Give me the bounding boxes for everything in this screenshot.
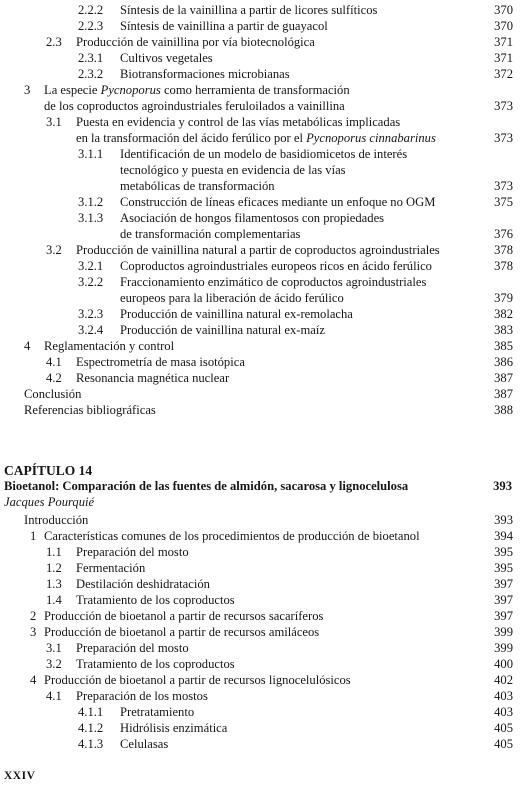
toc-entry-title: Tratamiento de los coproductos	[76, 593, 235, 607]
toc-entry-title: Preparación del mosto	[76, 641, 189, 655]
toc-entry-number: 4	[24, 339, 31, 353]
toc-entry-title: Hidrólisis enzimática	[120, 721, 228, 735]
toc-entry-title: Síntesis de la vainillina a partir de licores sulfíticos	[120, 3, 378, 17]
toc-entry-page: 387	[494, 371, 513, 385]
toc-entry-page: 388	[494, 403, 513, 417]
toc-entry-title: Puesta en evidencia y control de las vías metabólicas implicadas	[76, 115, 401, 129]
toc-entry-title: Espectrometría de masa isotópica	[76, 355, 245, 369]
toc-entry-number: 2.3	[46, 35, 62, 49]
toc-entry-number: 3.2.4	[78, 323, 104, 337]
toc-entry-page: 405	[494, 721, 513, 735]
toc-entry-page: 393	[494, 513, 513, 527]
toc-entry-title: metabólicas de transformación	[120, 179, 275, 193]
toc-entry-title: europeos para la liberación de ácido ferúlico	[120, 291, 344, 305]
toc-entry-title: Producción de bioetanol a partir de recursos amiláceos	[44, 625, 320, 639]
toc-entry-page: 386	[494, 355, 513, 369]
toc-entry-page: 378	[494, 243, 513, 257]
toc-entry-page: 372	[494, 67, 513, 81]
toc-entry-number: 2.2.3	[78, 19, 104, 33]
toc-entry-page: 373	[494, 99, 513, 113]
toc-entry-title: Construcción de líneas eficaces mediante un enfoque no OGM	[120, 195, 436, 209]
toc-entry-page: 402	[494, 673, 513, 687]
toc-entry-page: 394	[494, 529, 513, 543]
toc-entry-number: 3.1	[46, 641, 62, 655]
toc-entry-page: 370	[494, 3, 513, 17]
toc-entry-number: 1.1	[46, 545, 62, 559]
toc-entry-number: 4.1	[46, 689, 62, 703]
toc-entry-page: 373	[494, 131, 513, 145]
toc-entry-title: Coproductos agroindustriales europeos ricos en ácido ferúlico	[120, 259, 432, 273]
toc-entry-number: 3.2.1	[78, 259, 104, 273]
toc-entry-number: 3.2.2	[78, 275, 104, 289]
toc-entry-number: 2.2.2	[78, 3, 104, 17]
toc-entry-number: 3.1	[46, 115, 62, 129]
toc-entry-title: Preparación de los mostos	[76, 689, 208, 703]
toc-entry-page: 395	[494, 545, 513, 559]
toc-entry-number: 4.2	[46, 371, 62, 385]
toc-entry-title: Producción de vainillina natural ex-maíz	[120, 323, 325, 337]
toc-entry-title: Introducción	[24, 513, 89, 527]
toc-entry-page: 371	[494, 35, 513, 49]
toc-entry-title: Referencias bibliográficas	[24, 403, 156, 417]
toc-entry-title: Reglamentación y control	[44, 339, 175, 353]
toc-entry-title: Características comunes de los procedimientos de producción de bioetanol	[44, 529, 420, 543]
chapter-label: CAPÍTULO 14	[4, 463, 93, 478]
toc-entry-title: Producción de vainillina natural a partir de coproductos agroindustriales	[76, 243, 440, 257]
toc-entry-page: 397	[494, 577, 513, 591]
toc-entry-number: 4	[30, 673, 37, 687]
toc-entry-page: 400	[494, 657, 513, 671]
toc-entry-number: 4.1	[46, 355, 62, 369]
toc-entry-title: Producción de bioetanol a partir de recursos sacaríferos	[44, 609, 324, 623]
toc-entry-number: 3	[30, 625, 37, 639]
toc-entry-page: 370	[494, 19, 513, 33]
toc-entry-title: Cultivos vegetales	[120, 51, 213, 65]
toc-entry-title: Síntesis de vainillina a partir de guayacol	[120, 19, 328, 33]
toc-entry-number: 4.1.1	[78, 705, 104, 719]
toc-entry-title: Tratamiento de los coproductos	[76, 657, 235, 671]
toc-entry-number: 1.3	[46, 577, 62, 591]
toc-entry-title: Destilación deshidratación	[76, 577, 210, 591]
chapter-title: Bioetanol: Comparación de las fuentes de almidón, sacarosa y lignocelulosa	[4, 479, 409, 493]
toc-entry-page: 385	[494, 339, 513, 353]
toc-entry-number: 2.3.1	[78, 51, 104, 65]
toc-entry-number: 3.2	[46, 657, 62, 671]
toc-entry-page: 403	[494, 689, 513, 703]
toc-entry-page: 399	[494, 641, 513, 655]
toc-entry-title: Pretratamiento	[120, 705, 195, 719]
toc-entry-title: La especie Pycnoporus como herramienta de transformación	[44, 83, 350, 97]
toc-entry-number: 3.2.3	[78, 307, 104, 321]
toc-entry-number: 2.3.2	[78, 67, 104, 81]
toc-entry-number: 1.2	[46, 561, 62, 575]
chapter-author: Jacques Pourquié	[4, 495, 95, 509]
toc-entry-title: Celulasas	[120, 737, 169, 751]
toc-entry-title: Producción de vainillina por vía biotecnológica	[76, 35, 315, 49]
toc-entry-number: 1.4	[46, 593, 62, 607]
toc-entry-page: 397	[494, 609, 513, 623]
toc-entry-page: 379	[494, 291, 513, 305]
toc-entry-page: 378	[494, 259, 513, 273]
toc-entry-page: 387	[494, 387, 513, 401]
toc-entry-title: Fraccionamiento enzimático de coproductos agroindustriales	[120, 275, 427, 289]
toc-entry-number: 2	[30, 609, 37, 623]
toc-entry-number: 3.1.1	[78, 147, 104, 161]
toc-entry-page: 373	[494, 179, 513, 193]
page-folio: XXIV	[4, 770, 36, 782]
toc-entry-page: 383	[494, 323, 513, 337]
toc-entry-title: Identificación de un modelo de basidiomicetos de interés	[120, 147, 408, 161]
toc-entry-number: 3.1.3	[78, 211, 104, 225]
chapter-title-row[interactable]	[4, 478, 516, 494]
toc-entry-page: 403	[494, 705, 513, 719]
toc-entry-title: Producción de bioetanol a partir de recursos lignocelulósicos	[44, 673, 351, 687]
toc-entry-title: Resonancia magnética nuclear	[76, 371, 230, 385]
toc-entry-page: 376	[494, 227, 513, 241]
toc-entry-title: Conclusión	[24, 387, 82, 401]
toc-entry-page: 371	[494, 51, 513, 65]
toc-entry-page: 375	[494, 195, 513, 209]
toc-entry-page: 399	[494, 625, 513, 639]
toc-entry-number: 3	[24, 83, 31, 97]
chapter-title-page: 393	[493, 479, 512, 493]
toc-entry-title: Preparación del mosto	[76, 545, 189, 559]
toc-entry-number: 4.1.3	[78, 737, 104, 751]
toc-entry-number: 4.1.2	[78, 721, 104, 735]
toc-entry-title: de transformación complementarias	[120, 227, 301, 241]
toc-entry-title: Fermentación	[76, 561, 146, 575]
toc-entry-number: 3.2	[46, 243, 62, 257]
toc-entry-page: 405	[494, 737, 513, 751]
toc-entry-number: 3.1.2	[78, 195, 104, 209]
toc-entry-title: tecnológico y puesta en evidencia de las vías	[120, 163, 346, 177]
toc-entry-page: 397	[494, 593, 513, 607]
toc-entry-title: en la transformación del ácido ferúlico por el Pycnoporus cinnabarinus	[76, 131, 436, 145]
toc-entry-title: Asociación de hongos filamentosos con propiedades	[120, 211, 385, 225]
toc-entry-page: 382	[494, 307, 513, 321]
toc-entry-page: 395	[494, 561, 513, 575]
toc-entry-number: 1	[30, 529, 37, 543]
toc-entry-title: Producción de vainillina natural ex-remolacha	[120, 307, 353, 321]
toc-entry-title: Biotransformaciones microbianas	[120, 67, 290, 81]
toc-entry-title: de los coproductos agroindustriales feruloilados a vainillina	[44, 99, 345, 113]
